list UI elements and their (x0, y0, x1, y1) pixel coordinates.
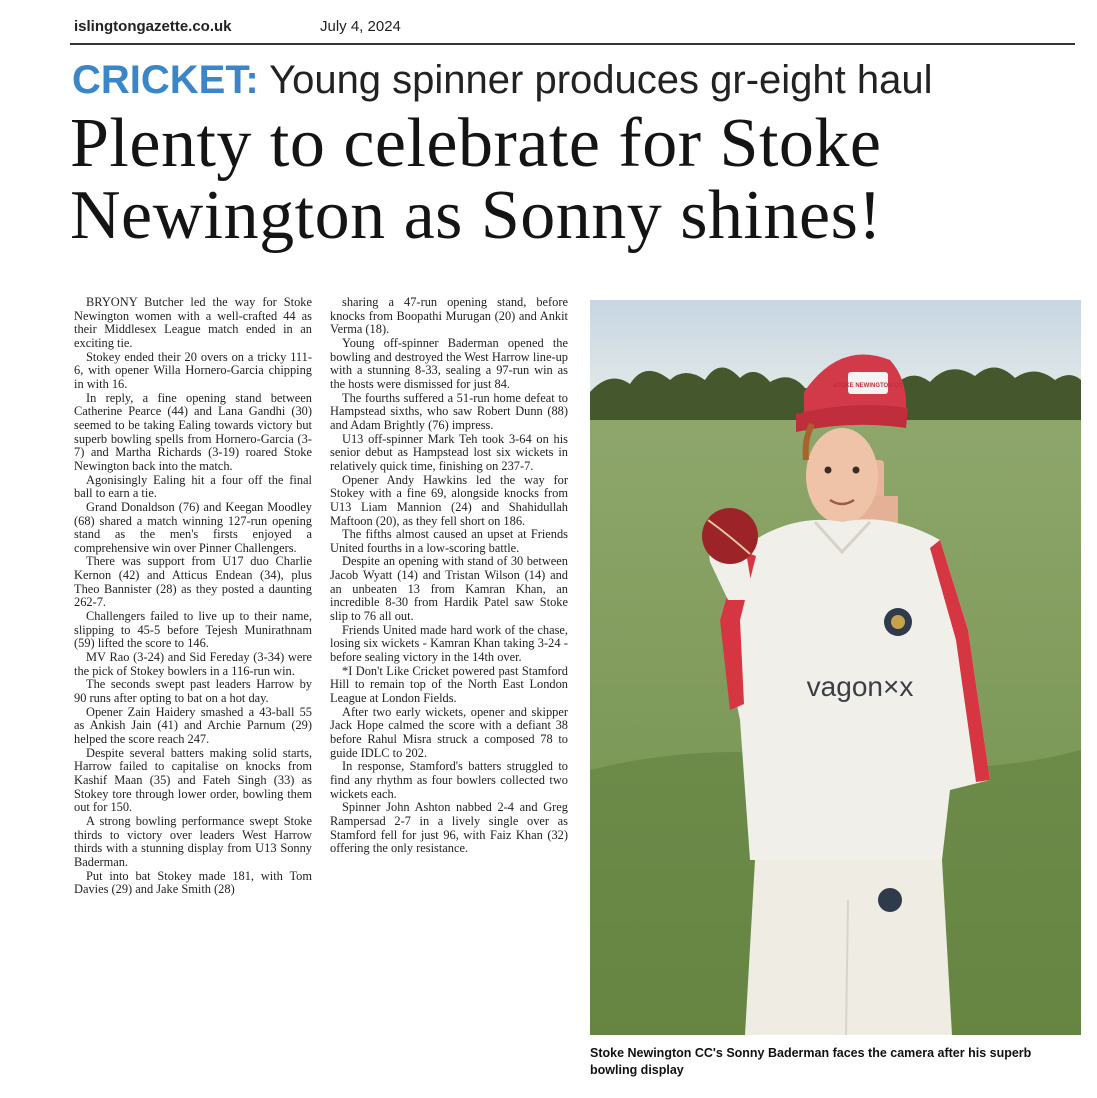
masthead-bar (74, 18, 401, 35)
kicker-text: Young spinner produces gr-eight haul (269, 58, 933, 102)
photo-illustration (590, 300, 1081, 1035)
article-paragraph: The fifths almost caused an upset at Friends United fourths in a low-scoring battle. (330, 527, 568, 555)
article-paragraph: Opener Zain Haidery smashed a 43-ball 55 as Ankish Jain (41) and Archie Parnum (29) helped the score reach 247. (74, 704, 312, 746)
headline-line-2: Newington as Sonny shines! (70, 177, 883, 254)
article-paragraph: BRYONY Butcher led the way for Stoke Newington women with a well-crafted 44 as their Middlesex League match ended in an exciting tie. (74, 295, 312, 350)
headline-line-1: Plenty to celebrate for Stoke (70, 105, 882, 182)
section-tag: CRICKET: (72, 58, 259, 102)
article-paragraph: Grand Donaldson (76) and Keegan Moodley (68) shared a match winning 127-run opening stand as the men's firsts enjoyed a comprehensive win over Pinner Challengers. (74, 499, 312, 555)
shirt-sponsor: vagon×x (806, 671, 914, 702)
article-paragraph: Despite an opening with stand of 30 between Jacob Wyatt (14) and Tristan Wilson (14) and an unbeaten 13 from Kamran Khan, an incredible 8-30 from Hardik Patel saw Stoke slip to 76 all out. (330, 554, 568, 624)
article-paragraph: Agonisingly Ealing hit a four off the final ball to earn a tie. (74, 472, 312, 501)
article-paragraph: Despite several batters making solid starts, Harrow failed to capitalise on knocks from Kashif Maan (35) and Fateh Singh (33) as Stokey tore through lower order, bowling them out for 150. (74, 745, 312, 815)
article-column-2 (330, 296, 568, 856)
article-paragraph: There was support from U17 duo Charlie Kernon (42) and Atticus Endean (34), plus Theo Bannister (28) as they posted a daunting 262-7. (74, 554, 312, 610)
article-photo (590, 300, 1081, 1035)
headline (70, 105, 1080, 254)
site-name[interactable]: islingtongazette.co.uk (74, 18, 232, 35)
article-paragraph: *I Don't Like Cricket powered past Stamford Hill to remain top of the North East London League at London Fields. (330, 663, 568, 706)
article-paragraph: The seconds swept past leaders Harrow by 90 runs after opting to bat on a hot day. (74, 677, 312, 706)
article-paragraph: After two early wickets, opener and skipper Jack Hope calmed the score with a defiant 38 before Rahul Misra struck a composed 78 to guide IDLC to 202. (330, 704, 568, 760)
kicker (72, 58, 933, 103)
article-paragraph: A strong bowling performance swept Stoke thirds to victory over leaders West Harrow thirds with a stunning display from U13 Sonny Baderman. (74, 813, 312, 869)
article-paragraph: Stokey ended their 20 overs on a tricky 111-6, with opener Willa Hornero-Garcia chipping in with 16. (74, 349, 312, 391)
article-paragraph: In response, Stamford's batters struggled to find any rhythm as four bowlers collected two wickets each. (330, 759, 568, 801)
article-paragraph: Friends United made hard work of the chase, losing six wickets - Kamran Khan taking 3-24 - before sealing victory in the 14th over. (330, 622, 568, 665)
article-paragraph: Put into bat Stokey made 181, with Tom Davies (29) and Jake Smith (28) (74, 868, 312, 897)
cricket-trousers (745, 860, 952, 1035)
article-paragraph: Spinner John Ashton nabbed 2-4 and Greg Rampersad 2-7 in a lively single over as Stamford fell for just 96, with Faiz Khan (32) offering the only resistance. (330, 800, 568, 856)
article-column-1 (74, 296, 312, 897)
article-paragraph: In reply, a fine opening stand between Catherine Pearce (44) and Lana Gandhi (30) seemed to be taking Ealing towards victory but superb bowling spells from Hornero-Garcia (3-7) and Martha Richards (3-19) roared Stoke Newington back into the match. (74, 390, 312, 473)
article-paragraph: Young off-spinner Baderman opened the bowling and destroyed the West Harrow line-up with a stunning 8-33, sealing a 97-run win as the hosts were dismissed for just 84. (330, 335, 568, 391)
photo-caption: Stoke Newington CC's Sonny Baderman faces the camera after his superb bowling display (590, 1046, 1032, 1077)
article-paragraph: Opener Andy Hawkins led the way for Stokey with a fine 69, alongside knocks from U13 Liam Mannion (24) and Shahidullah Maftoon (20), as they fell short on 186. (330, 472, 568, 528)
article-paragraph: The fourths suffered a 51-run home defeat to Hampstead sixths, who saw Robert Dunn (88) and Adam Brightly (76) impress. (330, 390, 568, 432)
article-paragraph: MV Rao (3-24) and Sid Fereday (3-34) were the pick of Stokey bowlers in a 116-run win. (74, 650, 312, 678)
article-paragraph: sharing a 47-run opening stand, before knocks from Boopathi Murugan (20) and Ankit Verma (18). (330, 295, 568, 337)
article-paragraph: Challengers failed to live up to their name, slipping to 45-5 before Tejesh Munirathnam (59) lifted the score to 146. (74, 609, 312, 651)
cap-text: STOKE NEWINGTON CC (833, 383, 903, 389)
publication-date: July 4, 2024 (320, 18, 401, 35)
article-paragraph: U13 off-spinner Mark Teh took 3-64 on his senior debut as Hampstead lost six wickets in relatively quick time, finishing on 237-7. (330, 431, 568, 473)
header-divider (70, 43, 1075, 45)
